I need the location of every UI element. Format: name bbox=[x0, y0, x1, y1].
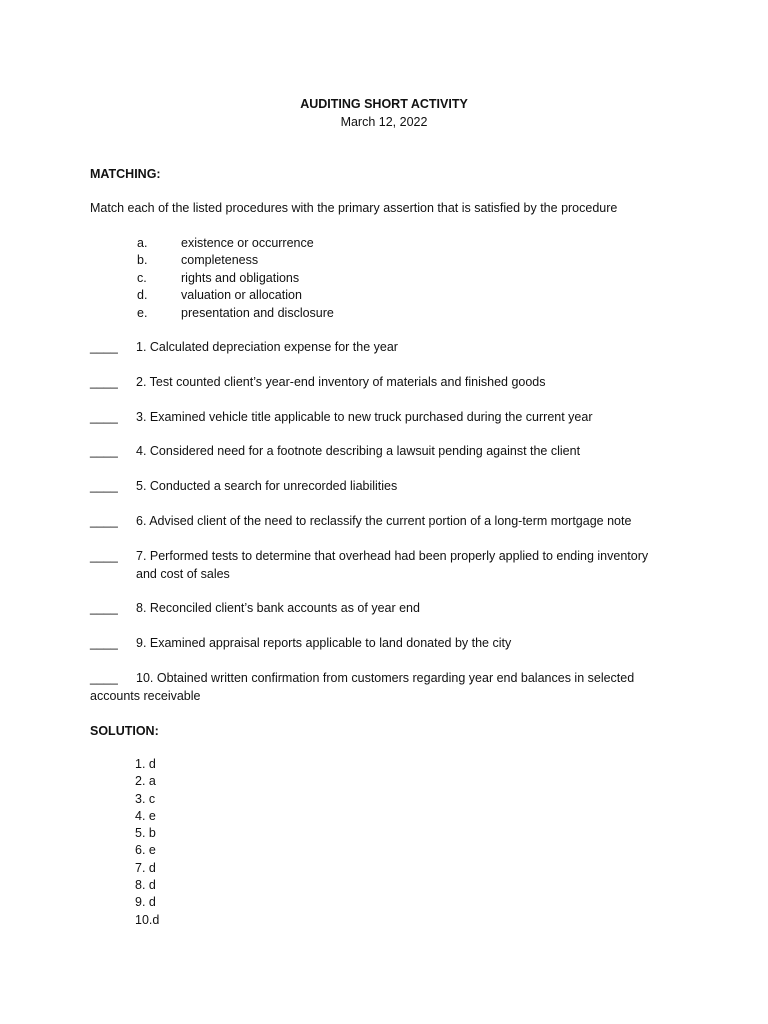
instructions-text: Match each of the listed procedures with the primary assertion that is satisfied by the procedure bbox=[90, 201, 618, 215]
solution-item: 3. c bbox=[135, 791, 156, 806]
solution-item: 2. a bbox=[135, 774, 156, 789]
option-text: presentation and disclosure bbox=[181, 305, 334, 320]
document-date: March 12, 2022 bbox=[340, 115, 428, 129]
question-text: 3. Examined vehicle title applicable to new truck purchased during the current year bbox=[136, 410, 593, 424]
solution-item: 10.d bbox=[135, 912, 160, 927]
question-text: 2. Test counted client’s year-end inventory of materials and finished goods bbox=[136, 375, 546, 389]
answer-blank: ____ bbox=[90, 479, 118, 493]
question-item bbox=[90, 443, 670, 461]
answer-blank: ____ bbox=[90, 636, 118, 650]
question-item bbox=[90, 548, 670, 583]
solution-item: 9. d bbox=[135, 895, 156, 910]
solution-item: 1. d bbox=[135, 757, 156, 771]
matching-heading: MATCHING: bbox=[90, 167, 161, 181]
answer-blank: ____ bbox=[90, 340, 118, 354]
solution-item: 4. e bbox=[135, 808, 156, 823]
option-text: valuation or allocation bbox=[181, 288, 302, 303]
question-text: 6. Advised client of the need to reclassify the current portion of a long-term mortgage note bbox=[136, 514, 632, 528]
answer-blank: ____ bbox=[90, 410, 118, 424]
solution-item: 5. b bbox=[135, 826, 156, 841]
question-item bbox=[90, 635, 670, 653]
question-text: 8. Reconciled client’s bank accounts as of year end bbox=[136, 601, 420, 615]
document-title: AUDITING SHORT ACTIVITY bbox=[300, 97, 468, 111]
option-letter: a. bbox=[137, 236, 148, 250]
question-text: 9. Examined appraisal reports applicable to land donated by the city bbox=[136, 636, 512, 650]
option-letter: b. bbox=[137, 253, 148, 268]
solution-item: 8. d bbox=[135, 878, 156, 893]
solution-item: 6. e bbox=[135, 843, 156, 858]
answer-blank: ____ bbox=[90, 375, 118, 389]
answer-blank: ____ bbox=[90, 549, 118, 563]
question-text: 5. Conducted a search for unrecorded liabilities bbox=[136, 479, 398, 493]
answer-blank: ____ bbox=[90, 601, 118, 615]
question-item bbox=[90, 600, 670, 618]
solution-heading: SOLUTION: bbox=[90, 724, 159, 738]
answer-blank: ____ bbox=[90, 444, 118, 458]
question-item bbox=[90, 513, 670, 531]
option-text: rights and obligations bbox=[181, 270, 300, 285]
question-item bbox=[90, 478, 670, 496]
option-letter: d. bbox=[137, 288, 148, 303]
solution-item: 7. d bbox=[135, 860, 156, 875]
question-text: 4. Considered need for a footnote describing a lawsuit pending against the client bbox=[136, 444, 581, 458]
answer-blank: ____ bbox=[90, 514, 118, 528]
question-item bbox=[90, 409, 670, 427]
option-letter: e. bbox=[137, 305, 148, 320]
question-item bbox=[90, 339, 670, 357]
question-item bbox=[90, 374, 670, 392]
question-text: 7. Performed tests to determine that overhead had been properly applied to ending inventory and cost of sales bbox=[136, 549, 649, 581]
answer-blank: ____ bbox=[90, 671, 118, 685]
option-text: existence or occurrence bbox=[181, 236, 314, 250]
question-text: 1. Calculated depreciation expense for the year bbox=[136, 340, 398, 354]
question-item bbox=[90, 670, 670, 705]
solution-list bbox=[135, 756, 159, 929]
option-letter: c. bbox=[137, 270, 147, 285]
option-text: completeness bbox=[181, 253, 259, 268]
question-text: 10. Obtained written confirmation from customers regarding year end balances in selected accounts receivable bbox=[90, 671, 635, 703]
